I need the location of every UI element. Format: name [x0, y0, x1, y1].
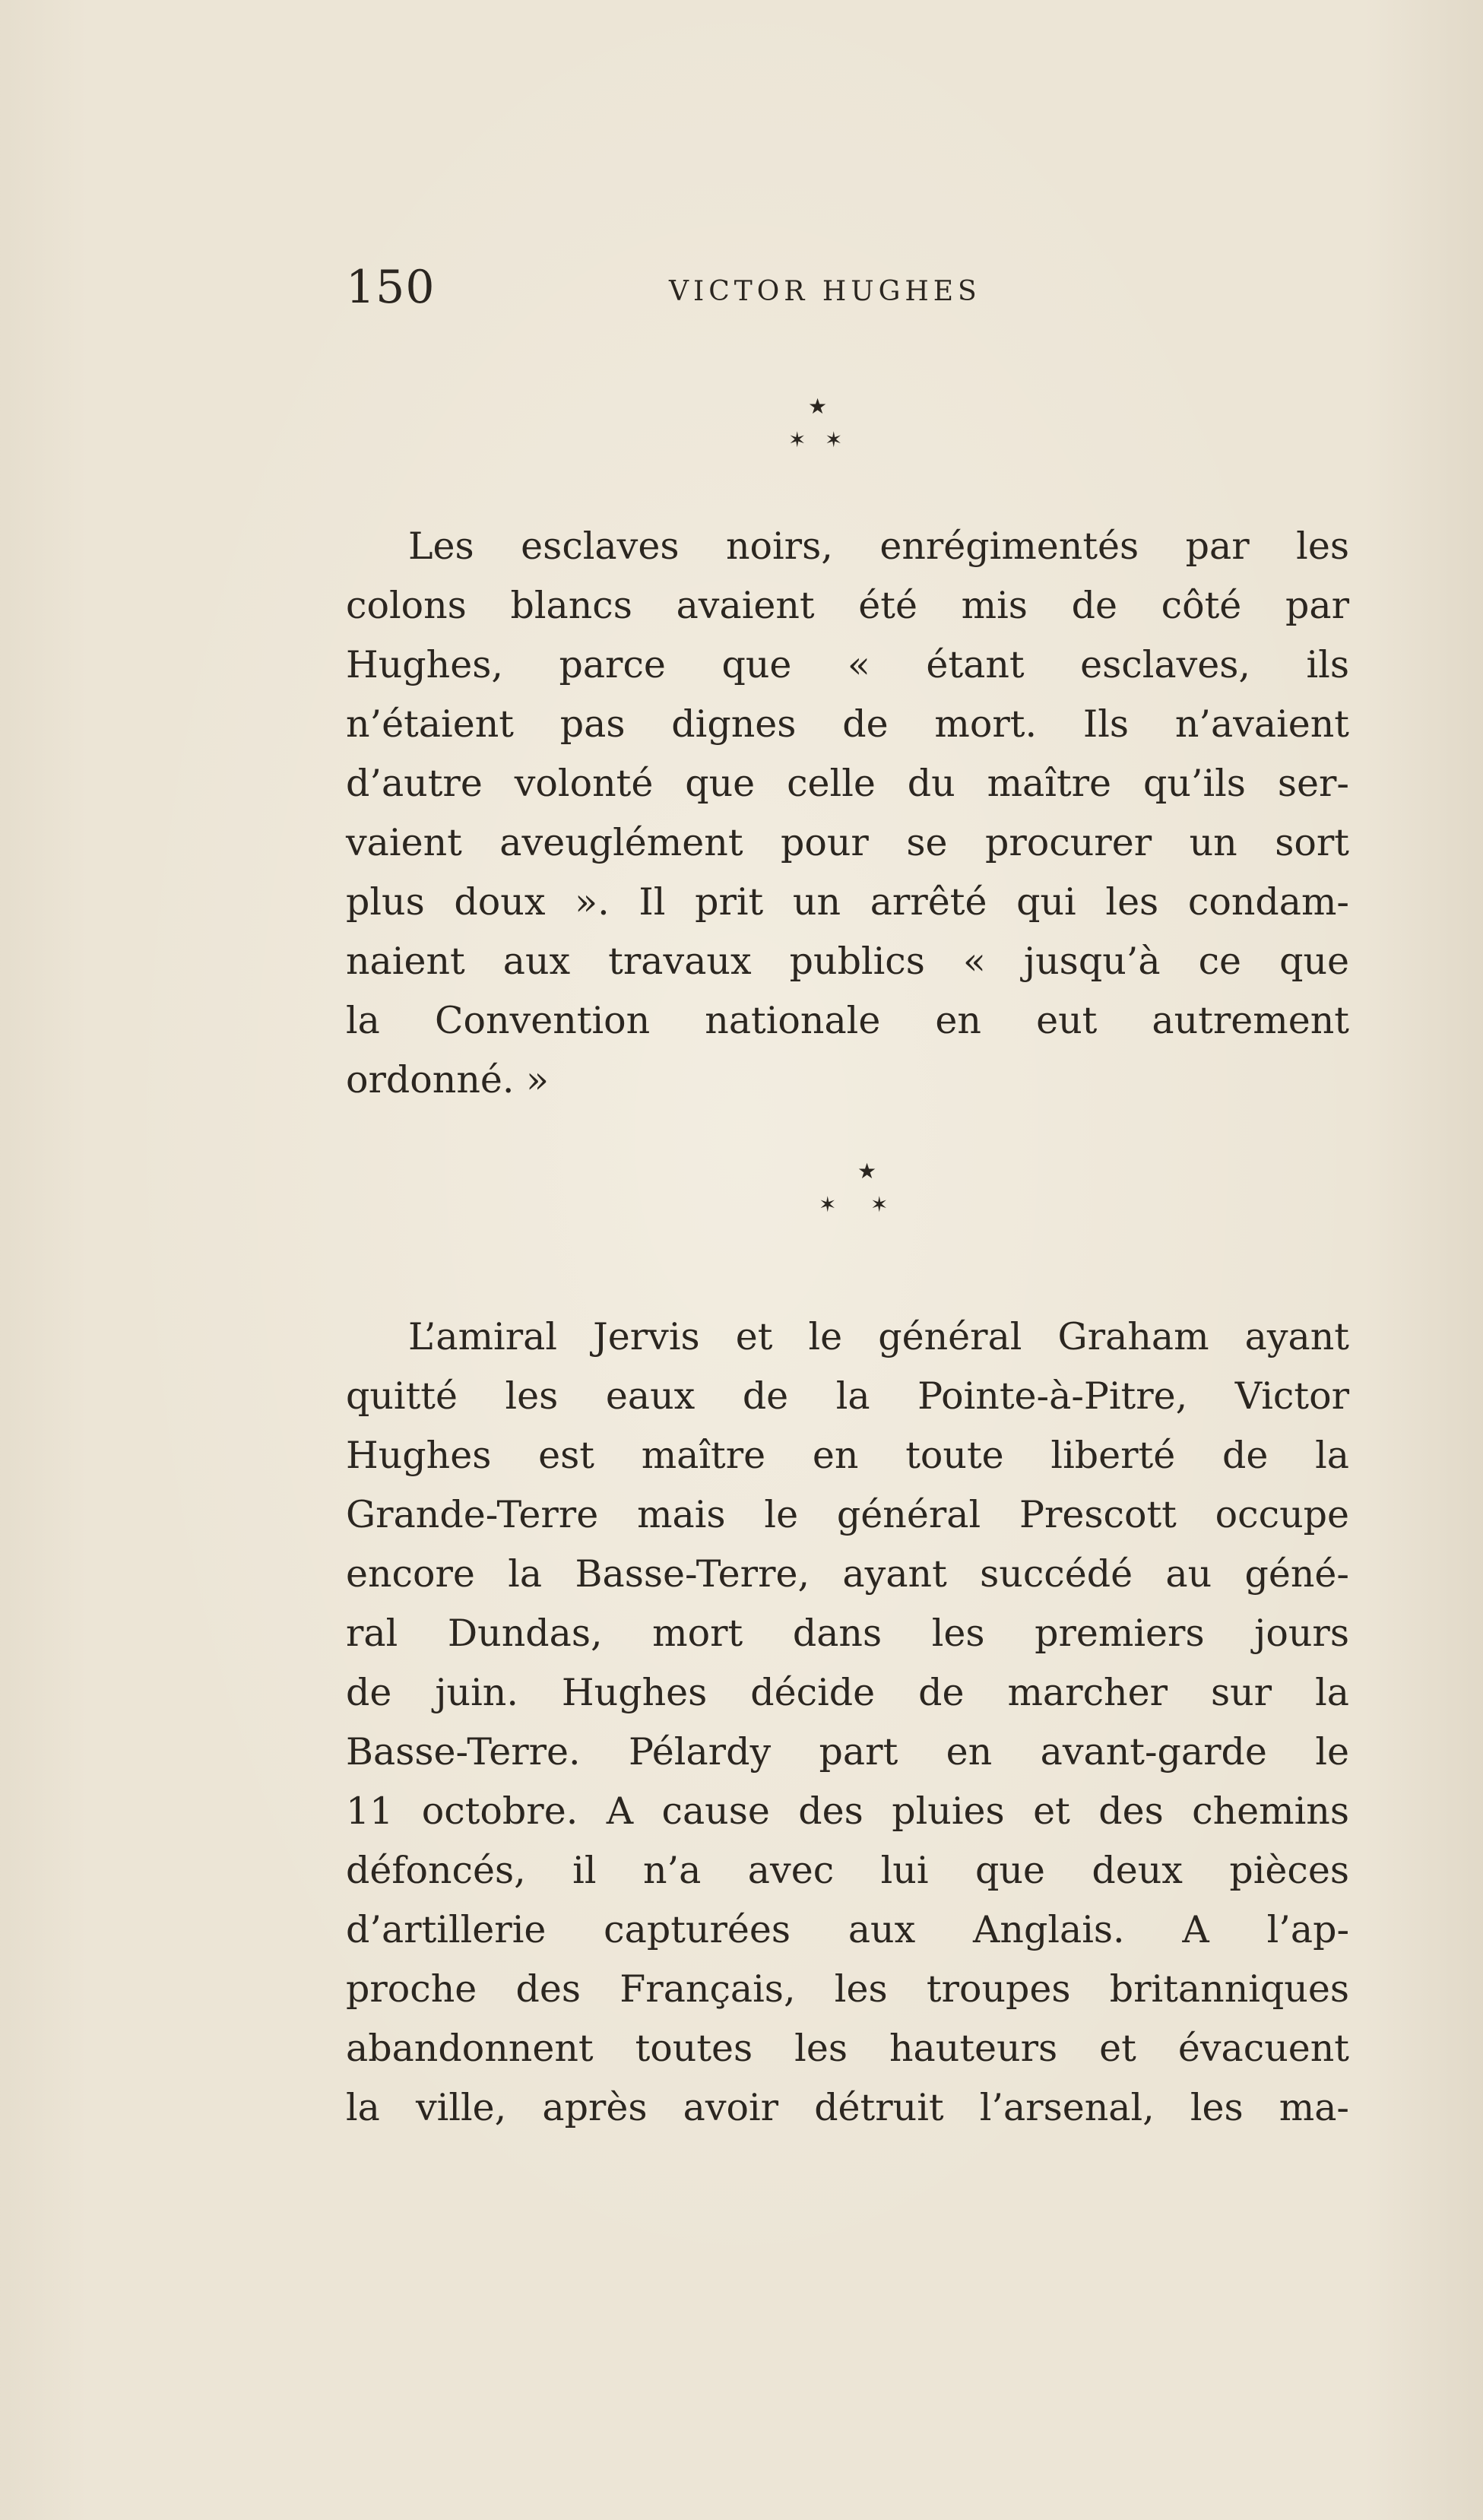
page-header: [346, 257, 1364, 318]
text-line: défoncés, il n’a avec lui que deux pièces: [346, 1849, 1349, 1892]
text-line: de juin. Hughes décide de marcher sur la: [346, 1671, 1349, 1714]
text-line: ral Dundas, mort dans les premiers jours: [346, 1612, 1349, 1655]
star-top: ★: [808, 394, 828, 419]
text-line: ordonné. »: [346, 1058, 550, 1102]
text-line: L’amiral Jervis et le général Graham ayant: [408, 1315, 1349, 1358]
text-line: naient aux travaux publics « jusqu’à ce que: [346, 940, 1349, 983]
text-line: quitté les eaux de la Pointe-à-Pitre, Victor: [346, 1374, 1349, 1418]
text-line: la Convention nationale en eut autrement: [346, 999, 1349, 1042]
text-line: vaient aveuglément pour se procurer un sort: [346, 821, 1349, 864]
text-line: abandonnent toutes les hauteurs et évacuent: [346, 2027, 1349, 2070]
paragraph-2: [346, 1308, 1349, 2138]
text-line: 11 octobre. A cause des pluies et des chemins: [346, 1789, 1349, 1833]
star-top: ★: [857, 1159, 877, 1184]
text-line: Grande-Terre mais le général Prescott occupe: [346, 1493, 1349, 1536]
text-line: d’artillerie capturées aux Anglais. A l’ap-: [346, 1908, 1349, 1951]
text-line: Hughes est maître en toute liberté de la: [346, 1434, 1349, 1477]
star-left: ✶: [819, 1192, 837, 1217]
running-title: VICTOR HUGHES: [669, 276, 981, 307]
text-line: Les esclaves noirs, enrégimentés par les: [408, 525, 1349, 568]
text-line: proche des Français, les troupes britanniques: [346, 1967, 1349, 2011]
star-right: ✶: [870, 1192, 889, 1217]
text-line: Basse-Terre. Pélardy part en avant-garde le: [346, 1730, 1349, 1774]
text-line: colons blancs avaient été mis de côté par: [346, 584, 1349, 627]
text-line: d’autre volonté que celle du maître qu’ils ser-: [346, 762, 1349, 805]
text-line: n’étaient pas dignes de mort. Ils n’avaient: [346, 702, 1349, 746]
star-right: ✶: [825, 427, 843, 452]
section-separator-2: [0, 1160, 1483, 1228]
text-line: encore la Basse-Terre, ayant succédé au géné-: [346, 1552, 1349, 1596]
text-line: Hughes, parce que « étant esclaves, ils: [346, 643, 1349, 686]
star-left: ✶: [788, 427, 806, 452]
section-separator-1: [0, 395, 1483, 464]
paragraph-1: [346, 517, 1349, 1110]
page-number: 150: [346, 261, 436, 314]
text-line: plus doux ». Il prit un arrêté qui les condam-: [346, 880, 1349, 924]
text-line: la ville, après avoir détruit l’arsenal, les ma-: [346, 2086, 1349, 2129]
